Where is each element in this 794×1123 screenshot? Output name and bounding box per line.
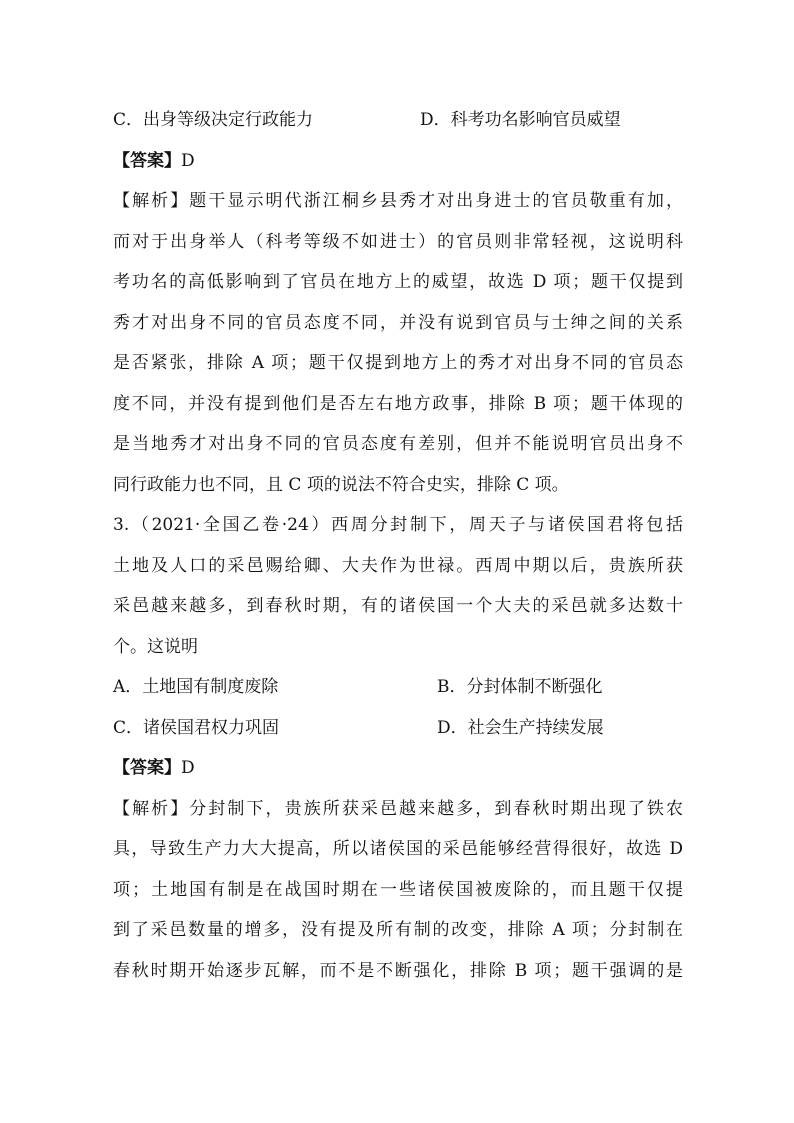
q3-option-d: D．社会生产持续发展 <box>437 717 604 738</box>
q3-analysis-line: 【解析】分封制下，贵族所获采邑越来越多，到春秋时期出现了铁农 <box>113 798 683 819</box>
q2-analysis-line: 同行政能力也不同，且 C 项的说法不符合史实，排除 C 项。 <box>113 474 569 495</box>
q3-option-a: A．土地国有制度废除 <box>113 677 279 697</box>
q3-options-row-cd <box>113 708 683 749</box>
q2-option-d: D．科考功名影响官员威望 <box>420 110 621 130</box>
q3-options-row-ab <box>113 667 683 708</box>
q2-analysis-line: 度不同，并没有提到他们是否左右地方政事，排除 B 项；题干体现的 <box>113 393 683 414</box>
q2-answer-value: D <box>181 150 195 171</box>
q3-stem-line: 3.（2021·全国乙卷·24）西周分封制下，周天子与诸侯国君将包括 <box>113 515 683 535</box>
q3-stem <box>113 505 683 667</box>
q3-answer-tag: 【答案】 <box>113 758 181 778</box>
q3-answer-value: D <box>181 758 195 778</box>
q2-option-c: C．出身等级决定行政能力 <box>113 110 314 130</box>
q2-analysis-line: 秀才对出身不同的官员态度不同，并没有说到官员与士绅之间的关系 <box>113 312 683 333</box>
q3-analysis-line: 项；土地国有制是在战国时期在一些诸侯国被废除的，而且题干仅提 <box>113 879 683 900</box>
q2-analysis-line: 【解析】题干显示明代浙江桐乡县秀才对出身进士的官员敬重有加， <box>113 191 683 211</box>
q3-option-c: C．诸侯国君权力巩固 <box>113 717 280 738</box>
q3-analysis <box>113 789 683 992</box>
q2-answer-tag: 【答案】 <box>113 150 181 171</box>
q3-answer <box>113 748 683 789</box>
q2-options-row-cd <box>113 100 683 141</box>
q2-analysis-line: 而对于出身举人（科考等级不如进士）的官员则非常轻视，这说明科 <box>113 231 683 252</box>
q3-analysis-line: 到了采邑数量的增多，没有提及所有制的改变，排除 A 项；分封制在 <box>113 920 683 940</box>
q2-analysis-line: 是当地秀才对出身不同的官员态度有差别，但并不能说明官员出身不 <box>113 434 683 454</box>
page-content <box>113 100 683 991</box>
q3-stem-line: 采邑越来越多，到春秋时期，有的诸侯国一个大夫的采邑就多达数十 <box>113 596 683 616</box>
q2-analysis-line: 是否紧张，排除 A 项；题干仅提到地方上的秀才对出身不同的官员态 <box>113 353 683 373</box>
q3-option-b: B．分封体制不断强化 <box>437 677 603 697</box>
q2-answer <box>113 141 683 182</box>
q2-analysis <box>113 181 683 505</box>
q3-stem-line: 个。这说明 <box>113 636 198 657</box>
q3-stem-line: 土地及人口的采邑赐给卿、大夫作为世禄。西周中期以后，贵族所获 <box>113 555 683 576</box>
q2-analysis-line: 考功名的高低影响到了官员在地方上的威望，故选 D 项；题干仅提到 <box>113 272 683 292</box>
q3-analysis-line: 具，导致生产力大大提高，所以诸侯国的采邑能够经营得很好，故选 D <box>113 839 683 859</box>
q3-analysis-line: 春秋时期开始逐步瓦解，而不是不断强化，排除 B 项；题干强调的是 <box>113 960 683 981</box>
